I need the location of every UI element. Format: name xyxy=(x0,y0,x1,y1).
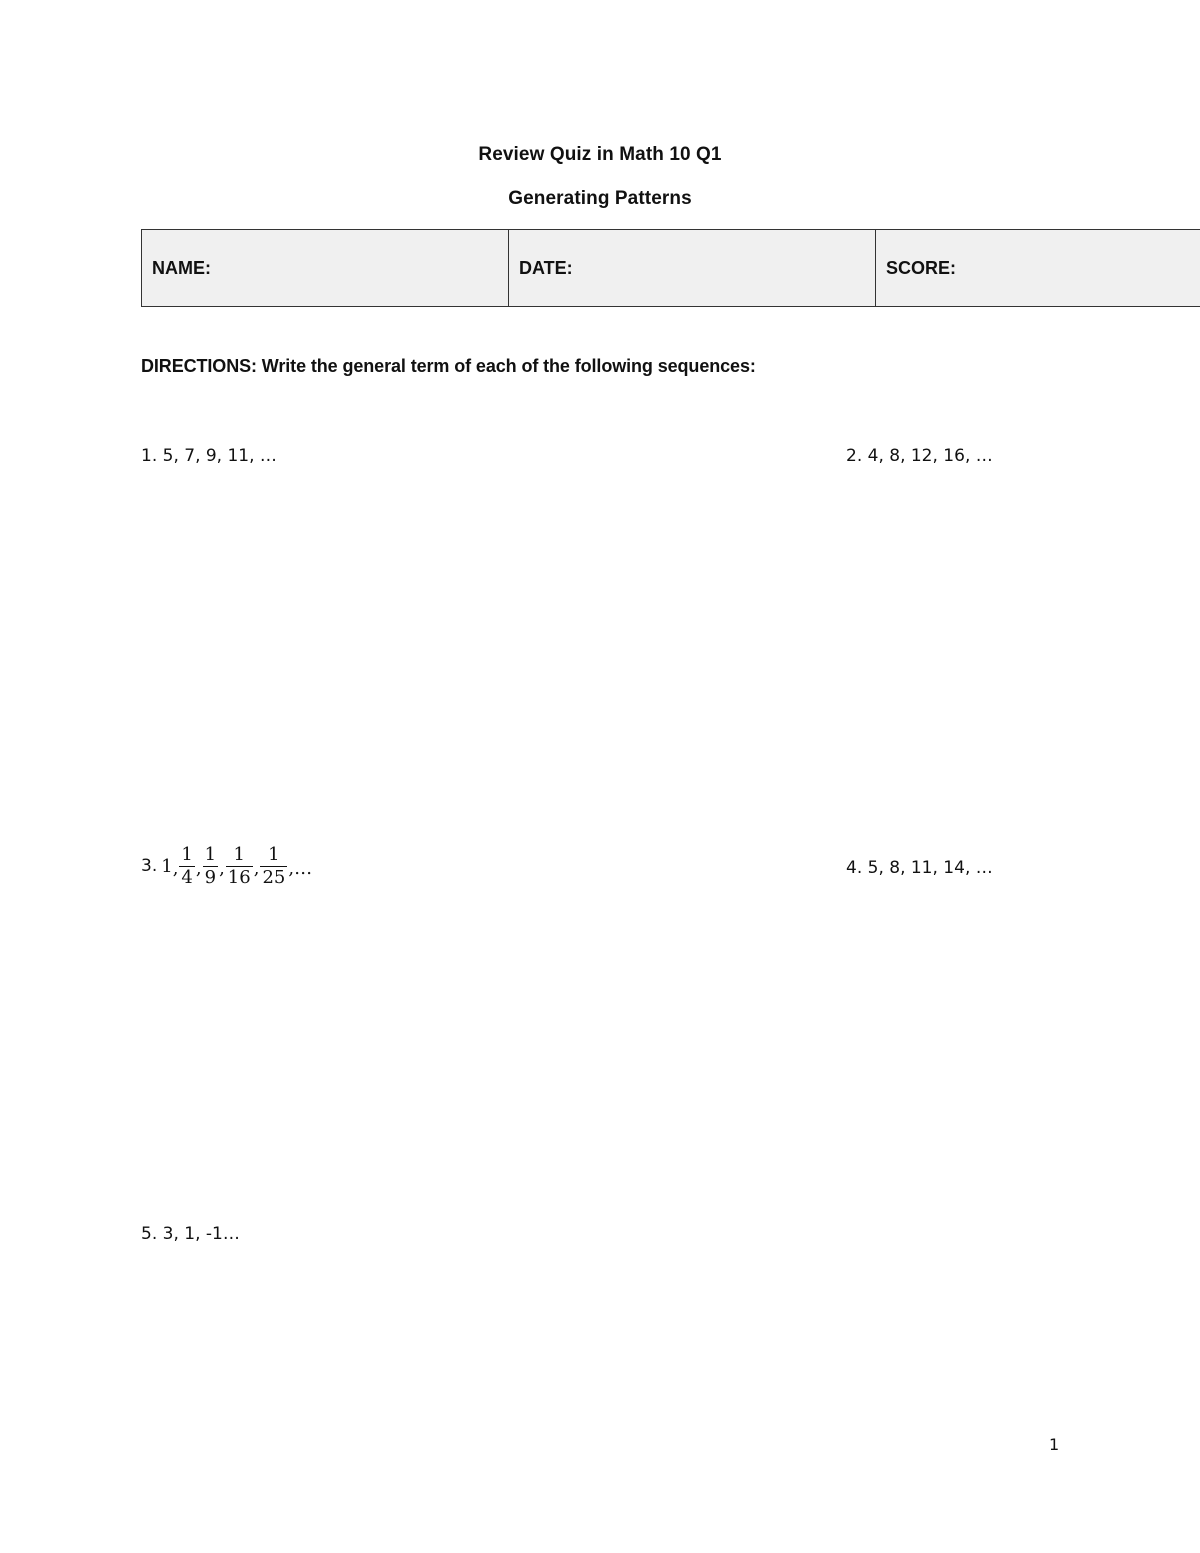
quiz-subtitle: Generating Patterns xyxy=(508,188,692,209)
name-label: NAME: xyxy=(152,257,211,278)
term-separator: , xyxy=(219,857,225,879)
fraction-denominator: 4 xyxy=(181,866,193,888)
question-2: 2. 4, 8, 12, 16, … xyxy=(846,446,993,466)
fraction-numerator: 1 xyxy=(204,843,217,865)
date-field[interactable] xyxy=(509,230,876,306)
fraction-numerator: 1 xyxy=(181,843,193,865)
fraction-term xyxy=(179,844,194,889)
student-info-table xyxy=(141,229,1200,307)
question-3-ellipsis: … xyxy=(294,857,313,879)
name-field[interactable] xyxy=(142,230,509,306)
term-separator: , xyxy=(288,857,295,879)
question-3-number: 3. xyxy=(141,856,158,876)
page-number: 1 xyxy=(1049,1435,1060,1454)
fraction-denominator: 16 xyxy=(227,866,251,888)
fraction-denominator: 9 xyxy=(204,866,217,888)
fraction-term xyxy=(260,844,287,889)
term-separator: , xyxy=(172,857,179,879)
fraction-term xyxy=(226,844,253,889)
question-5: 5. 3, 1, -1… xyxy=(141,1224,240,1244)
term-separator: , xyxy=(195,857,202,879)
fraction-denominator: 25 xyxy=(262,866,286,888)
term-separator: , xyxy=(253,857,260,879)
question-3 xyxy=(141,838,312,894)
fraction-numerator: 1 xyxy=(268,843,280,865)
directions-text: DIRECTIONS: Write the general term of each of the following sequences: xyxy=(141,356,756,376)
fraction-term xyxy=(203,844,218,889)
score-field[interactable] xyxy=(876,230,1200,306)
fraction-numerator: 1 xyxy=(233,843,245,865)
question-1: 1. 5, 7, 9, 11, … xyxy=(141,446,277,466)
question-3-first-term: 1 xyxy=(161,855,173,877)
date-label: DATE: xyxy=(519,257,573,278)
score-label: SCORE: xyxy=(886,257,957,278)
question-4: 4. 5, 8, 11, 14, … xyxy=(846,858,993,878)
quiz-title: Review Quiz in Math 10 Q1 xyxy=(478,144,722,165)
